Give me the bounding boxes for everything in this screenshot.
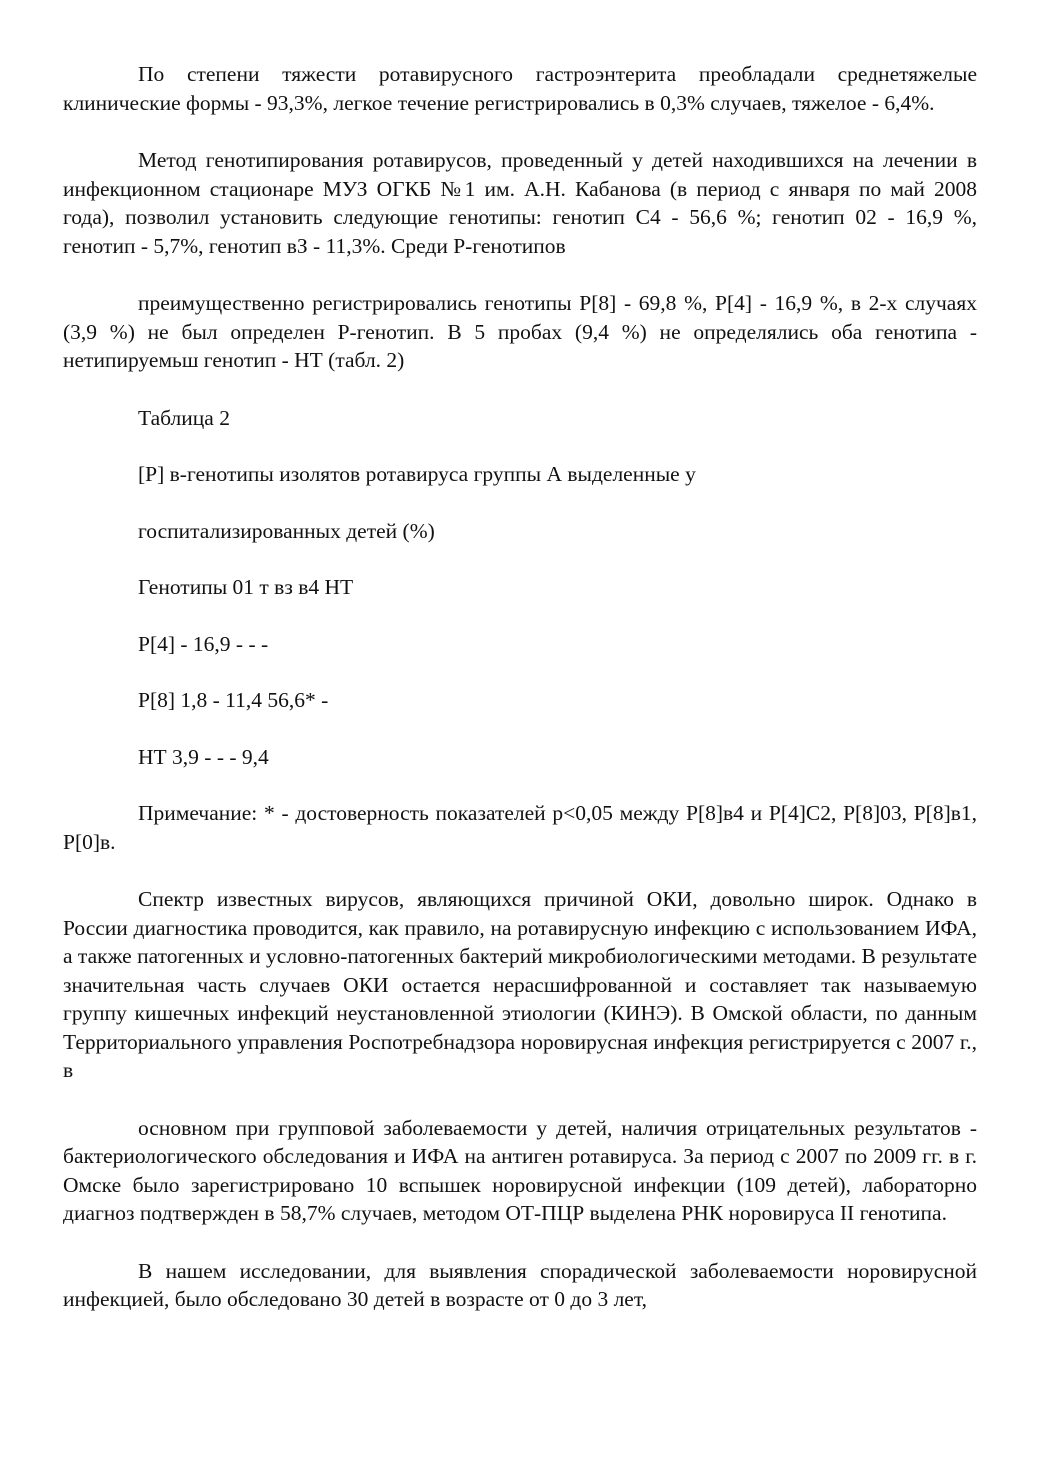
- paragraph-severity: По степени тяжести ротавирусного гастроэнтерита преобладали среднетяжелые клинические формы - 93,3%, легкое течение регистрировались в 0,3% случаев, тяжелое - 6,4%.: [63, 62, 977, 115]
- paragraph-p-genotypes: преимущественно регистрировались генотипы Р[8] - 69,8 %, Р[4] - 16,9 %, в 2-х случаях (3,9 %) не был определен Р-генотип. В 5 пробах (9,4 %) не определялись оба генотипа - нетипируемьш генотип - НТ (табл. 2): [63, 291, 977, 372]
- document-page: [63, 60, 977, 1314]
- table-header-row: Генотипы 01 т вз в4 НТ: [138, 575, 354, 599]
- paragraph-our-study: В нашем исследовании, для выявления спорадической заболеваемости норовирусной инфекцией, было обследовано 30 детей в возрасте от 0 до 3 лет,: [63, 1258, 977, 1311]
- table-row: НТ 3,9 - - - 9,4: [138, 744, 269, 769]
- table-note: Примечание: * - достоверность показателей р<0,05 между Р[8]в4 и Р[4]С2, Р[8]03, Р[8]в1, Р[0]в.: [63, 801, 977, 854]
- table-caption-line-2: госпитализированных детей (%): [138, 518, 435, 543]
- paragraph-omsk-outbreaks: основном при групповой заболеваемости у детей, наличия отрицательных результатов - бактериологического обследования и ИФА на антиген ротавируса. За период с 2007 по 2009 гг. в г. Омске было зарегистрировано 10 вспышек норовирусной инфекции (109 детей), лабораторно диагноз подтвержден в 58,7% случаев, методом ОТ-ПЦР выделена РНК норовируса II генотипа.: [63, 1115, 977, 1225]
- table-row: Р[4] - 16,9 - - -: [138, 631, 269, 656]
- paragraph-oki-spectrum: Спектр известных вирусов, являющихся причиной ОКИ, довольно широк. Однако в России диагностика проводится, как правило, на ротавирусную инфекцию с использованием ИФА, а также патогенных и условно-патогенных бактерий микробиологическими методами. В результате значительная часть случаев ОКИ остается нерасшифрованной и составляет так называемую группу кишечных инфекций неустановленной этиологии (КИНЭ). В Омской области, по данным Территориального управления Роспотребнадзора норовирусная инфекция регистрируется с 2007 г., в: [63, 887, 977, 1082]
- table-row: Р[8] 1,8 - 11,4 56,6* -: [138, 688, 329, 712]
- table-label: Таблица 2: [138, 405, 230, 430]
- table-caption-line-1: [Р] в-генотипы изолятов ротавируса группы А выделенные у: [138, 462, 696, 486]
- paragraph-genotyping-method: Метод генотипирования ротавирусов, проведенный у детей находившихся на лечении в инфекционном стационаре МУЗ ОГКБ №1 им. А.Н. Кабанова (в период с января по май 2008 года), позволил установить следующие генотипы: генотип С4 - 56,6 %; генотип 02 - 16,9 %, генотип - 5,7%, генотип вЗ - 11,3%. Среди Р-генотипов: [63, 148, 977, 258]
